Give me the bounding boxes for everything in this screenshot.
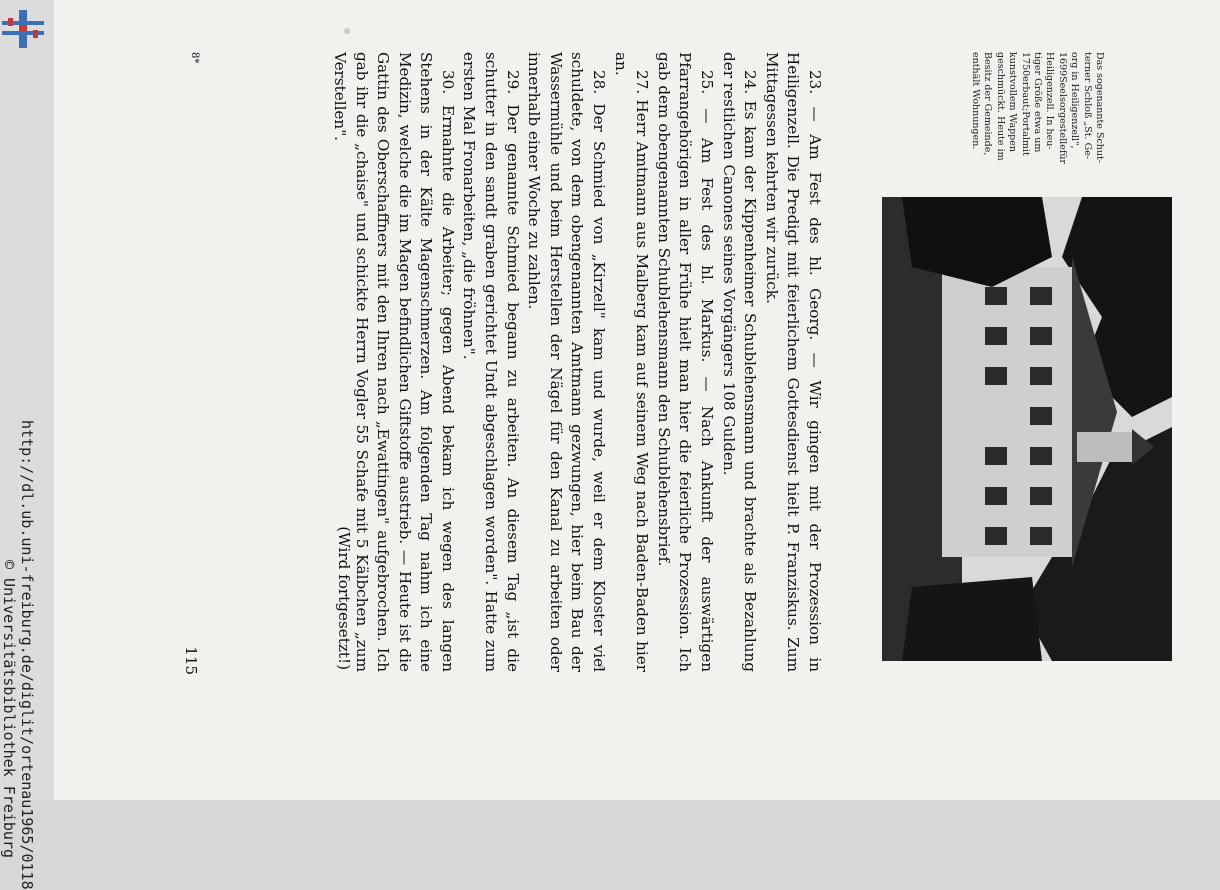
scanned-page	[54, 0, 1220, 800]
page-number: 115	[182, 646, 200, 675]
caption-line: 1699Seelsorgestellefür	[1056, 52, 1068, 164]
paragraph: 29. Der genannte Schmied begann zu arbeiten. An diesem Tag „ist die schutter in den sandt graben gerichtet Undt abgeschlagen worden". Hatte zum ersten Mal Fronarbeiten, „die fröhnen".	[460, 52, 522, 672]
caption-line: Das sogenannte Schut-	[1094, 52, 1105, 164]
caption-line: Besitz der Gemeinde,	[982, 52, 994, 156]
paragraph: 24. Es kam der Kippenheimer Schublehensmann und brachte als Bezahlung der restlichen Canones seines Vorgängers 108 Gulden.	[719, 52, 760, 672]
paragraph: 23. — Am Fest des hl. Georg. — Wir gingen mit der Prozession in Heiligenzell. Die Predigt mit feierlichem Gottesdienst hielt P. Franziskus. Zum Mittagessen kehrten wir zurück.	[762, 52, 824, 672]
caption-line: terner Schloß „St. Ge-	[1081, 52, 1093, 160]
paragraph: 27. Herr Amtmann aus Malberg kam auf seinem Weg nach Baden-Baden hier an.	[611, 52, 652, 672]
caption-line: Heiligenzell. In heu-	[1044, 52, 1056, 150]
rotated-page-content	[54, 0, 1220, 800]
paragraph: 28. Der Schmied von „Kirzell" kam und wurde, weil er dem Kloster viel schuldete, von dem obengenannten Amtmann gezwungen, hier beim Bau der Wassermühle und beim Herstellen der Nägel für den Kanal zu arbeiten oder innerhalb einer Woche zu zahlen.	[525, 52, 609, 672]
caption-line: tiger Größe etwa um	[1031, 52, 1043, 153]
document-url[interactable]: http://dl.ub.uni-freiburg.de/diglit/ortenau1965/0118	[18, 420, 36, 890]
caption-line: org in Heiligenzell",	[1069, 52, 1081, 149]
sidebar-text-group	[0, 0, 54, 890]
caption-line: enthält Wohnungen.	[969, 52, 981, 150]
continuation-note: (Wird fortgesetzt!)	[335, 526, 353, 670]
paragraph: 30. Ermahnte die Arbeiter; gegen Abend bekam ich wegen des langen Stehens in der Kälte Magenschmerzen. Am folgenden Tag nahm ich eine Medizin, welche die im Magen befindlichen Giftstoffe austrieb. — Heute ist die Gattin des Oberschaffners mit den Ihren nach „Ewattingen" aufgebrochen. Ich gab ihr die „chaise" und schickte Herrn Vogler 55 Schafe mit 5 Kälbchen „zum Verstellen".	[330, 52, 457, 672]
article-body	[328, 52, 825, 672]
paragraph: 25. — Am Fest des hl. Markus. — Nach Ankunft der auswärtigen Pfarrangehörigen in aller Frühe hielt man hier die feierliche Prozession. Ich gab dem obengenannten Schublehensmann den Schublehensbrief.	[654, 52, 717, 672]
caption-line: geschmückt. Heute im	[994, 52, 1006, 161]
caption-line: kunstvollem Wappen	[1007, 52, 1019, 153]
castle-photo-icon	[882, 197, 1172, 661]
photo-caption	[969, 52, 1105, 177]
signature-mark: 8*	[189, 52, 200, 64]
caption-line: 1750erbaut;Portalmit	[1019, 52, 1031, 156]
viewer-sidebar	[0, 0, 54, 890]
copyright-notice: © Universitätsbibliothek Freiburg	[0, 560, 18, 859]
